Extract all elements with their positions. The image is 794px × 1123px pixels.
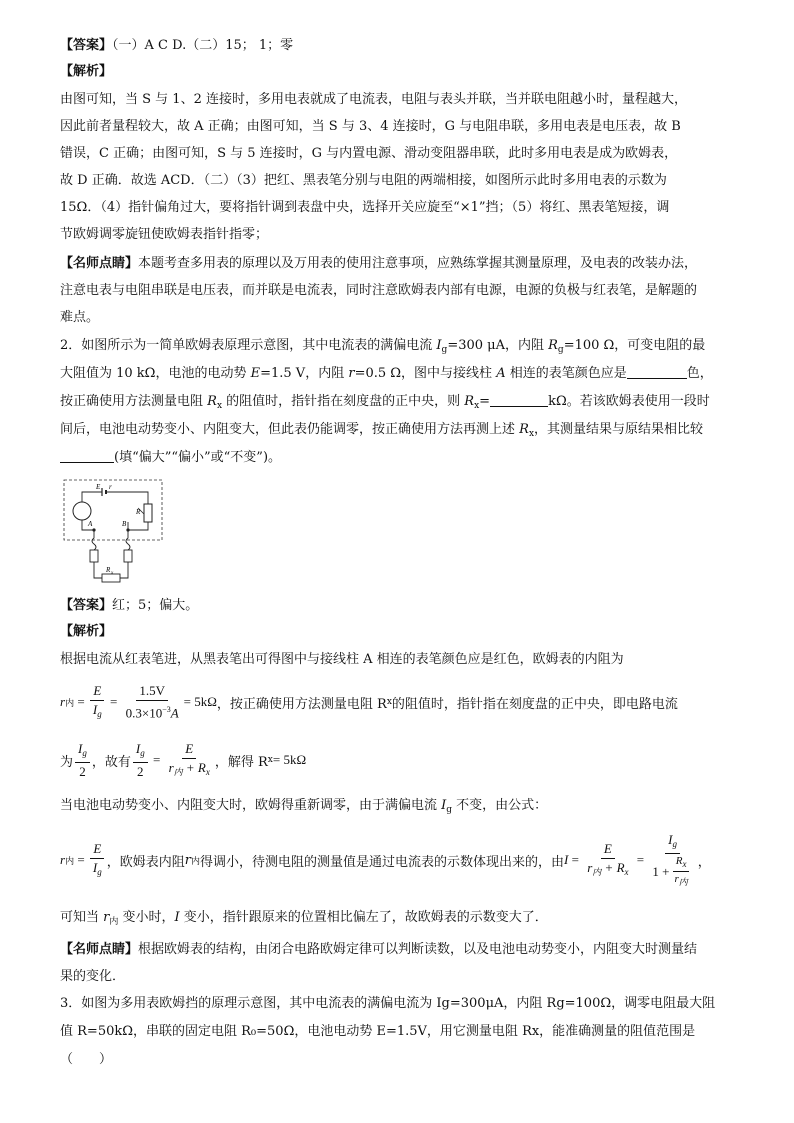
q2-answer-line <box>60 596 198 616</box>
tip-text: 本题考查多用表的原理以及万用表的使用注意事项，应熟练掌握其测量原理，及电表的改装办法， <box>138 256 698 271</box>
denominator <box>123 701 182 722</box>
math-symbol: I <box>564 852 569 867</box>
text: I <box>135 740 141 756</box>
subscript: x <box>682 859 687 869</box>
denominator <box>90 859 105 881</box>
denominator: 1 + $\frac{R_x}{r_内}$ <box>649 854 695 889</box>
subscript: 内 <box>592 866 602 877</box>
text: kΩ。若该欧姆表使用一段时 <box>548 394 710 409</box>
math-symbol: r <box>60 852 66 867</box>
q3-stem-line: 3．如图为多用表欧姆挡的原理示意图，其中电流表的满偏电流为 Ig=300μA，内阻 Rg=100Ω，调零电阻最大阻 <box>60 996 716 1011</box>
text: r <box>587 859 593 875</box>
symbol: r <box>348 366 355 381</box>
q1-tip-line: 难点。 <box>60 310 100 325</box>
q3-answer-paren: （ ） <box>60 1052 113 1067</box>
symbol: r <box>184 852 191 868</box>
fraction <box>166 740 213 781</box>
text: =0.5 Ω，图中与接线柱 <box>354 366 497 381</box>
q2-tip-line: 果的变化． <box>60 969 126 984</box>
result: = 5kΩ <box>183 694 217 709</box>
subscript: g <box>97 708 102 719</box>
label-rx-sub: x <box>111 571 114 576</box>
subscript: g <box>557 345 564 355</box>
text: 得调小，待测电阻的测量值是通过电流表的示数体现出来的，由 <box>200 854 565 870</box>
subscript: g <box>672 839 677 849</box>
text: 变小，指针跟原来的位置相比偏左了，故欧姆表的示数变大了． <box>179 910 548 925</box>
q2-analysis-line: 根据电流从红表笔进，从黑表笔出可得图中与接线柱 A 相连的表笔颜色应是红色，欧姆表的内阻为 <box>60 652 624 667</box>
text: 0.3×10 <box>125 705 163 721</box>
subscript: 内 <box>65 856 75 867</box>
text: ，欧姆表内阻 <box>106 854 185 870</box>
q1-analysis-line: 因此前者量程较大，故 A 正确；由图可知，当 S 与 3、4 连接时，G 与电阻串联，多用电表是电压表，故 B <box>60 119 681 134</box>
q1-tip-line <box>60 254 697 274</box>
fraction <box>671 854 690 889</box>
symbol: I <box>174 910 180 925</box>
q2-stem-line <box>60 336 705 360</box>
numerator: 1.5V <box>136 682 168 701</box>
text: ，其测量结果与原结果相比较 <box>534 422 704 437</box>
answer-blank <box>627 364 687 379</box>
q2-tip-line <box>60 940 697 960</box>
text: 的阻值时，指针指在刻度盘的正中央，即电路电流 <box>391 696 678 712</box>
probe-symbol <box>124 550 132 562</box>
symbol: r <box>103 910 110 925</box>
answer-tag: 【答案】 <box>60 598 113 613</box>
denominator <box>671 872 690 889</box>
text: I <box>668 832 673 847</box>
superscript: −3 <box>162 704 171 714</box>
text: (填“偏大”“偏小”或“不变”)。 <box>114 450 282 465</box>
numerator <box>133 740 148 763</box>
q1-analysis-line: 15Ω．（4）指针偏角过大，要将指针调到表盘中央，选择开关应旋至“×1”挡；（5）将红、黑表笔短接，调 <box>60 200 670 215</box>
numerator <box>665 831 680 854</box>
fraction <box>133 740 148 781</box>
q2-analysis-line <box>60 908 548 932</box>
galvanometer-symbol <box>73 502 91 520</box>
tip-text: 根据欧姆表的结构，由闭合电路欧姆定律可以判断读数，以及电池电动势变小，内阻变大时测量结 <box>138 942 698 957</box>
symbol: I <box>436 338 442 353</box>
ohmmeter-circuit-diagram <box>62 478 164 586</box>
q2-stem-line <box>60 364 713 384</box>
q1-analysis-tag <box>60 62 112 82</box>
text: 变小时， <box>118 910 175 925</box>
numerator: $R_x$ <box>673 854 690 872</box>
q2-analysis-tag <box>60 622 112 642</box>
subscript: 内 <box>65 698 75 709</box>
text: 可知当 <box>60 910 104 925</box>
subscript: x <box>386 697 392 707</box>
answer-blank <box>60 448 114 463</box>
analysis-tag: 【解析】 <box>60 624 113 639</box>
text: 间后，电池电动势变小、内阻变大，但此表仍能调零，按正确使用方法再测上述 <box>60 422 520 437</box>
text: I <box>92 859 98 875</box>
text: r <box>168 759 174 775</box>
label-resistor: R <box>136 508 141 516</box>
answer-text: 红；5；偏大。 <box>112 598 199 613</box>
fraction <box>584 840 631 881</box>
subscript: x <box>474 401 480 411</box>
meter-enclosure <box>64 480 162 540</box>
text: 色， <box>686 366 713 381</box>
q1-tip-line: 注意电表与电阻串联是电压表，而并联是电流表，同时注意欧姆表内部有电源，电源的负极与红表笔，是解题的 <box>60 283 698 298</box>
q2-stem-line <box>60 420 703 444</box>
formula-internal-resistance: r 内 = $\frac{E}{I_g}$ = $\frac{1.5V}{0.3\times 10^{-3}A}$ = 5kΩ ，按正确使用方法测量电阻 R x 的阻值时，指针指在刻度盘的正中央，即电路电流 <box>60 680 678 724</box>
subscript: x <box>267 755 273 765</box>
denominator <box>90 701 105 723</box>
subscript: x <box>216 401 223 411</box>
q3-stem-line: 值 R=50kΩ，串联的固定电阻 R₀=50Ω，电池电动势 E=1.5V，用它测量电阻 Rx，能准确测量的阻值范围是 <box>60 1024 696 1039</box>
text: 不变，由公式： <box>452 798 548 813</box>
subscript: x <box>528 429 535 439</box>
label-rx: R <box>106 566 111 574</box>
text: 相连的表笔颜色应是 <box>505 366 627 381</box>
tip-tag: 【名师点睛】 <box>60 256 139 271</box>
symbol: R <box>464 394 475 409</box>
symbol: R <box>519 422 529 437</box>
text: ， <box>697 854 711 870</box>
formula-current: r 内 = $\frac{E}{I_g}$ ，欧姆表内阻 r 内 得调小，待测电阻的测量值是通过电流表的示数体现出来的，由 I = $\frac{E}{r_内 + R_x}$ = $I_g$ 1 + $\frac{R_x}{r_内}$ ， <box>60 832 711 887</box>
answer-blank <box>490 392 548 407</box>
symbol: E <box>250 366 261 381</box>
label-r: r <box>109 483 112 491</box>
label-e: E <box>96 483 101 491</box>
denominator <box>166 759 213 781</box>
numerator: E <box>90 682 104 701</box>
text: I <box>92 701 98 717</box>
text: + R <box>182 759 206 775</box>
analysis-tag: 【解析】 <box>60 64 113 79</box>
subscript: g <box>140 747 145 758</box>
text: ，按正确使用方法测量电阻 R <box>216 696 387 712</box>
numerator: E <box>601 840 615 859</box>
q1-analysis-line: 故 D 正确．故选 ACD．（二）（3）把红、黑表笔分别与电阻的两端相接，如图所示此时多用电表的示数为 <box>60 173 667 188</box>
q1-analysis-line: 由图可知，当 S 与 1、2 连接时，多用电表就成了电流表，电阻与表头并联，当并联电阻越小时，量程越大， <box>60 92 687 107</box>
q1-answer-line <box>60 36 293 56</box>
text: 大阻值为 10 kΩ，电池的电动势 <box>60 366 251 381</box>
text: =300 μA，内阻 <box>447 338 549 353</box>
text: 的阻值时，指针指在刻度盘的正中央，则 <box>222 394 465 409</box>
probe-symbol <box>90 550 98 562</box>
label-a: A <box>88 520 93 528</box>
subscript: 内 <box>678 877 688 887</box>
text: = 5kΩ <box>272 752 307 767</box>
symbol: A <box>496 366 506 381</box>
formula-half-current: 为 $\frac{I_g}{2}$ ，故有 $\frac{I_g}{2}$ = $\frac{E}{r_内 + R_x}$ ，解得 R x = 5kΩ <box>60 740 307 779</box>
text: 为 <box>60 754 74 770</box>
subscript: 内 <box>173 766 183 777</box>
denominator: 2 <box>79 763 86 779</box>
symbol: I <box>441 798 447 813</box>
text: 当电池电动势变小、内阻变大时，欧姆得重新调零，由于满偏电流 <box>60 798 442 813</box>
fraction <box>90 682 105 723</box>
symbol: R <box>548 338 558 353</box>
label-b: B <box>122 520 127 528</box>
variable-resistor <box>144 504 152 522</box>
text: = <box>479 394 491 409</box>
text: r <box>674 873 679 885</box>
subscript: x <box>205 766 210 777</box>
text: 按正确使用方法测量电阻 <box>60 394 208 409</box>
text: =1.5 V，内阻 <box>260 366 349 381</box>
answer-text: （一）A C D.（二）15； 1；零 <box>112 38 294 53</box>
text: =100 Ω，可变电阻的最 <box>563 338 706 353</box>
subscript: g <box>97 866 102 877</box>
q2-analysis-line <box>60 796 547 820</box>
tip-tag: 【名师点睛】 <box>60 942 139 957</box>
q1-analysis-line: 错误，C 正确；由图可知，S 与 5 连接时，G 与内置电源、滑动变阻器串联，此时多用电表是成为欧姆表， <box>60 146 678 161</box>
text: I <box>78 740 83 756</box>
numerator <box>75 740 90 763</box>
fraction <box>649 831 695 889</box>
denominator: 2 <box>137 763 144 779</box>
fraction <box>123 682 182 722</box>
text: ，解得 R <box>214 754 268 770</box>
text: + R <box>601 859 625 875</box>
text: 2．如图所示为一简单欧姆表原理示意图，其中电流表的满偏电流 <box>60 338 437 353</box>
subscript: g <box>82 747 87 758</box>
subscript: x <box>624 866 629 877</box>
subscript: 内 <box>109 917 119 927</box>
numerator: E <box>182 740 196 759</box>
q2-stem-line <box>60 448 281 468</box>
numerator: E <box>90 840 104 859</box>
q1-analysis-line: 节欧姆调零旋钮使欧姆表指针指零； <box>60 227 269 242</box>
subscript: 内 <box>191 856 201 867</box>
fraction <box>90 840 105 881</box>
symbol: R <box>207 394 217 409</box>
text: ，故有 <box>91 754 131 770</box>
q2-stem-line <box>60 392 710 416</box>
subscript: g <box>446 805 453 815</box>
denominator <box>584 859 631 881</box>
answer-tag: 【答案】 <box>60 38 113 53</box>
math-symbol: r <box>60 694 66 709</box>
text: A <box>170 705 179 721</box>
fraction <box>75 740 90 781</box>
subscript: g <box>441 345 448 355</box>
